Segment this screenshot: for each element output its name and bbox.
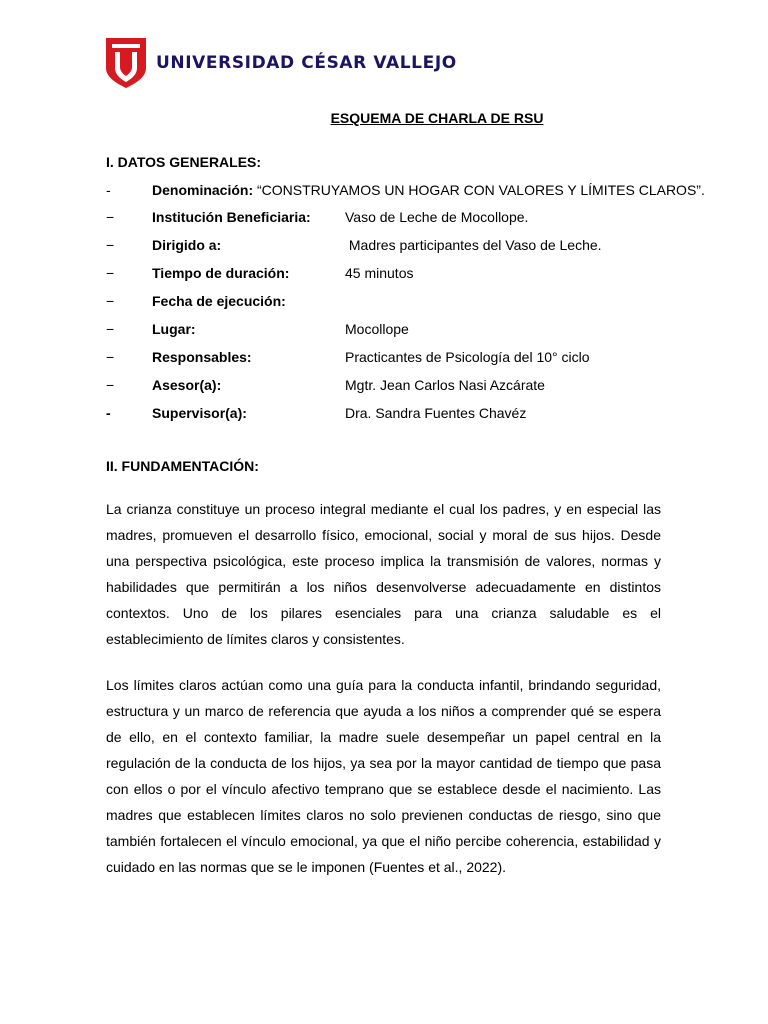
row-label: Institución Beneficiaria: [152,209,311,225]
row-value: Vaso de Leche de Mocollope. [345,209,529,225]
bullet-dash: − [106,209,115,225]
row-label: Fecha de ejecución: [152,293,286,309]
university-logo [106,38,457,88]
section-heading-general-data: I. DATOS GENERALES: [106,154,262,170]
row-value: Dra. Sandra Fuentes Chavéz [345,405,527,421]
section-heading-fundamentacion: II. FUNDAMENTACIÓN: [106,458,259,474]
bullet-dash: − [106,237,115,253]
bullet-dash: - [106,405,111,421]
bullet-dash: − [106,321,115,337]
row-label: Asesor(a): [152,377,222,393]
bullet-dash: − [106,293,115,309]
row-value: Mocollope [345,321,409,337]
bullet-dash: − [106,377,115,393]
row-value: Mgtr. Jean Carlos Nasi Azcárate [345,377,545,393]
paragraph-2: Los límites claros actúan como una guía para la conducta infantil, brindando seguridad, estructura y un marco de referencia que ayuda a los niños a comprender qué se espera de ello, en el contexto familiar, la madre suele desempeñar un papel central en la regulación de la conducta de los hijos, ya sea por la mayor cantidad de tiempo que pasa con ellos o por el vínculo afectivo temprano que se establece desde el nacimiento. Las madres que establecen límites claros no solo previenen conductas de riesgo, sino que también fortalecen el vínculo emocional, ya que el niño percibe coherencia, estabilidad y cuidado en las normas que se le imponen (Fuentes et al., 2022). [106,677,661,875]
denominacion-value: “CONSTRUYAMOS UN HOGAR CON VALORES Y LÍMITES CLAROS”. [257,182,705,198]
row-label: Tiempo de duración: [152,265,290,281]
row-label: Supervisor(a): [152,405,247,421]
ucv-shield-icon [106,38,146,88]
bullet-dash: − [106,265,115,281]
row-label: Responsables: [152,349,252,365]
row-value: Madres participantes del Vaso de Leche. [345,237,602,253]
bullet-dash: − [106,349,115,365]
row-value: Practicantes de Psicología del 10° ciclo [345,349,590,365]
denominacion-label: Denominación: [152,182,254,198]
row-label [152,180,705,200]
document-title: ESQUEMA DE CHARLA DE RSU [330,110,544,126]
row-label: Lugar: [152,321,196,337]
university-name: UNIVERSIDAD CÉSAR VALLEJO [156,53,457,73]
row-value: 45 minutos [345,265,414,281]
row-label: Dirigido a: [152,237,222,253]
bullet-dash: - [106,182,111,198]
paragraph-1: La crianza constituye un proceso integral mediante el cual los padres, y en especial las madres, promueven el desarrollo físico, emocional, social y moral de sus hijos. Desde una perspectiva psicológica, este proceso implica la transmisión de valores, normas y habilidades que permitirán a los niños desenvolverse adecuadamente en distintos contextos. Uno de los pilares esenciales para una crianza saludable es el establecimiento de límites claros y consistentes. [106,501,661,647]
